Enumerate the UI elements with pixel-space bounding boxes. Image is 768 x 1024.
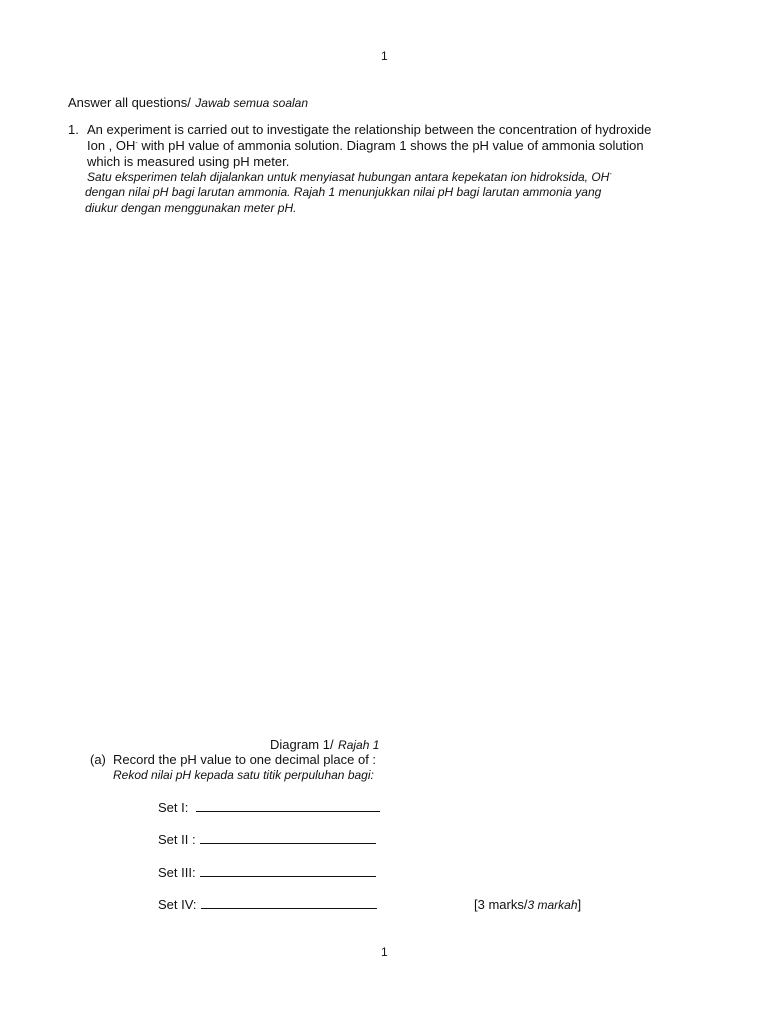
diagram-caption-en: Diagram 1/ (270, 737, 334, 752)
answer-label-set-2: Set II : (158, 832, 196, 847)
marks-ms: 3 markah (527, 898, 578, 912)
question-ms-line-3: diukur dengan menggunakan meter pH. (85, 201, 297, 215)
question-en-line-1: An experiment is carried out to investigate the relationship between the concentration of hydroxide (87, 122, 652, 137)
answer-blank-set-1[interactable] (196, 799, 380, 812)
answer-row-set-1 (158, 799, 380, 815)
part-a-label: (a) (90, 752, 106, 767)
answer-blank-set-4[interactable] (201, 896, 377, 909)
answer-row-set-3 (158, 864, 376, 880)
question-en-line-2 (87, 138, 644, 153)
instruction-en: Answer all questions/ (68, 95, 191, 110)
answer-row-set-4 (158, 896, 377, 912)
question-ms-line-1 (87, 170, 612, 184)
marks-allocation (474, 896, 581, 914)
answer-label-set-4: Set IV: (158, 897, 197, 912)
header-page-number: 1 (381, 49, 388, 63)
question-en-line-2-end: with pH value of ammonia solution. Diagram 1 shows the pH value of ammonia solution (137, 138, 644, 153)
question-en-line-2-start: Ion , OH (87, 138, 136, 153)
question-en-line-3: which is measured using pH meter. (87, 154, 290, 169)
part-a-en: Record the pH value to one decimal place of : (113, 752, 377, 767)
instruction (68, 94, 308, 112)
answer-label-set-1: Set I: (158, 800, 189, 815)
question-ms-line-2: dengan nilai pH bagi larutan ammonia. Rajah 1 menunjukkan nilai pH bagi larutan ammonia yang (85, 185, 602, 199)
hydroxide-charge-ms: - (609, 171, 612, 178)
hydroxide-charge: - (135, 140, 138, 147)
marks-close: ] (577, 897, 582, 912)
answer-label-set-3: Set III: (158, 865, 196, 880)
question-ms-line-1-text: Satu eksperimen telah dijalankan untuk menyiasat hubungan antara kepekatan ion hidroksida, OH (87, 170, 610, 184)
marks-en: [3 marks/ (474, 897, 528, 912)
answer-row-set-2 (158, 831, 376, 847)
answer-blank-set-2[interactable] (200, 831, 376, 844)
instruction-ms: Jawab semua soalan (195, 96, 309, 110)
part-a-ms: Rekod nilai pH kepada satu titik perpuluhan bagi: (113, 768, 374, 782)
answer-blank-set-3[interactable] (200, 864, 376, 877)
question-number: 1. (68, 122, 79, 137)
diagram-caption-ms: Rajah 1 (338, 738, 380, 752)
footer-page-number: 1 (381, 945, 388, 959)
